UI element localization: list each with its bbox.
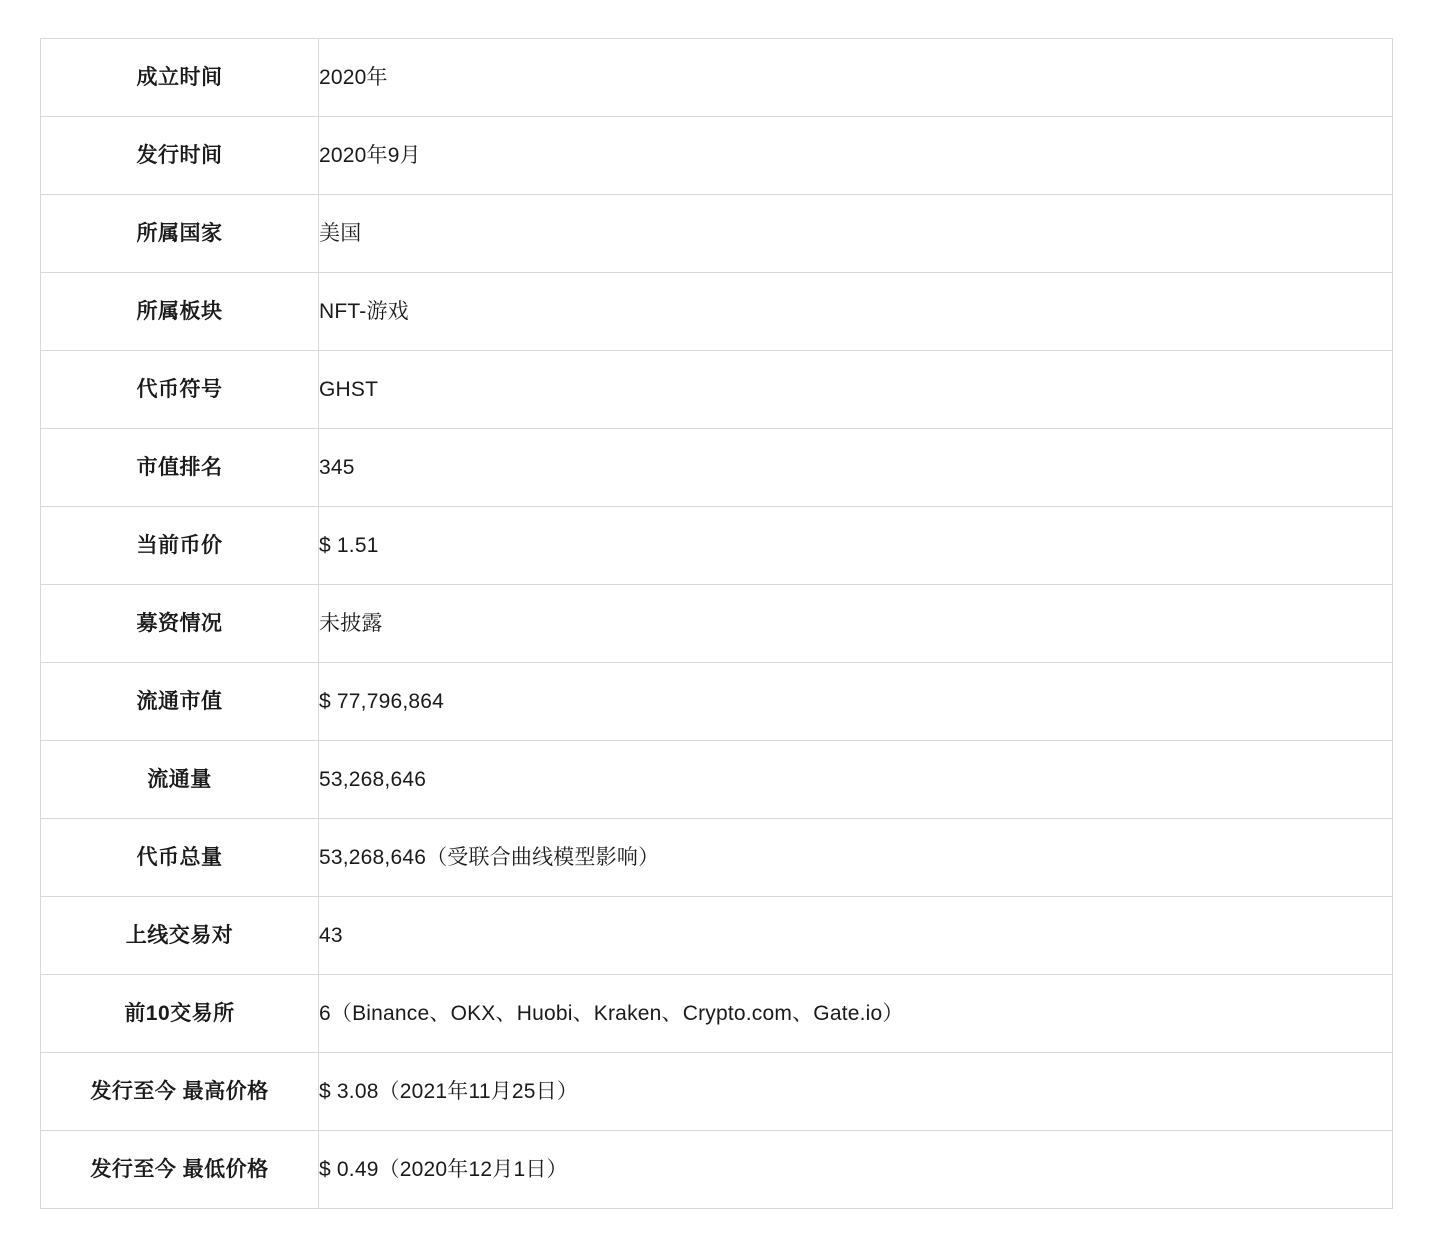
row-value: 美国 xyxy=(319,195,1393,273)
row-value: $ 3.08（2021年11月25日） xyxy=(319,1053,1393,1131)
row-label: 所属板块 xyxy=(41,273,319,351)
table-row xyxy=(41,819,1393,897)
table-row xyxy=(41,975,1393,1053)
row-label: 发行至今 最低价格 xyxy=(41,1131,319,1209)
row-value: 345 xyxy=(319,429,1393,507)
row-value: NFT-游戏 xyxy=(319,273,1393,351)
row-label: 流通市值 xyxy=(41,663,319,741)
row-label: 代币总量 xyxy=(41,819,319,897)
row-value: 2020年 xyxy=(319,39,1393,117)
row-value: $ 77,796,864 xyxy=(319,663,1393,741)
row-value: $ 0.49（2020年12月1日） xyxy=(319,1131,1393,1209)
table-row xyxy=(41,741,1393,819)
row-value: GHST xyxy=(319,351,1393,429)
table-row xyxy=(41,1131,1393,1209)
table-row xyxy=(41,507,1393,585)
table-row xyxy=(41,1053,1393,1131)
row-label: 当前币价 xyxy=(41,507,319,585)
row-label: 上线交易对 xyxy=(41,897,319,975)
token-info-table xyxy=(40,38,1393,1209)
table-row xyxy=(41,897,1393,975)
row-value: 43 xyxy=(319,897,1393,975)
table-row xyxy=(41,585,1393,663)
row-label: 发行至今 最高价格 xyxy=(41,1053,319,1131)
row-value: 53,268,646 xyxy=(319,741,1393,819)
table-row xyxy=(41,195,1393,273)
table-row xyxy=(41,39,1393,117)
row-label: 市值排名 xyxy=(41,429,319,507)
table-row xyxy=(41,429,1393,507)
row-value: 53,268,646（受联合曲线模型影响） xyxy=(319,819,1393,897)
table-body xyxy=(41,39,1393,1209)
row-value: $ 1.51 xyxy=(319,507,1393,585)
table-row xyxy=(41,351,1393,429)
row-value: 未披露 xyxy=(319,585,1393,663)
row-label: 所属国家 xyxy=(41,195,319,273)
row-label: 代币符号 xyxy=(41,351,319,429)
table-row xyxy=(41,663,1393,741)
row-label: 流通量 xyxy=(41,741,319,819)
row-label: 成立时间 xyxy=(41,39,319,117)
table-row xyxy=(41,273,1393,351)
row-value: 6（Binance、OKX、Huobi、Kraken、Crypto.com、Gate.io） xyxy=(319,975,1393,1053)
row-label: 募资情况 xyxy=(41,585,319,663)
row-label: 前10交易所 xyxy=(41,975,319,1053)
row-label: 发行时间 xyxy=(41,117,319,195)
table-row xyxy=(41,117,1393,195)
row-value: 2020年9月 xyxy=(319,117,1393,195)
